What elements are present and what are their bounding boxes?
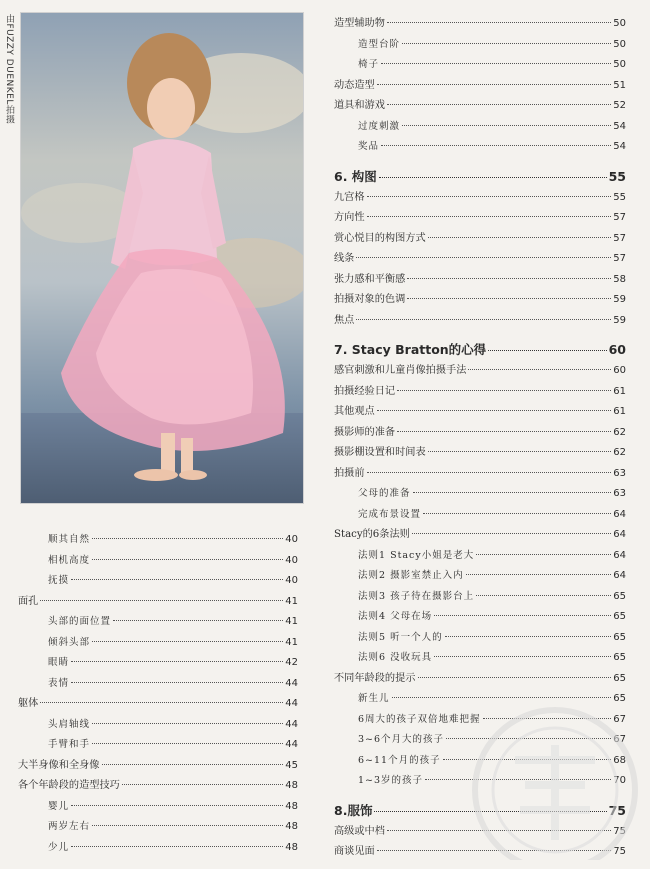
toc-entry-title: 商谈见面 [334,846,375,857]
toc-page-number: 55 [608,168,626,184]
toc-entry-title: 奖品 [358,141,380,152]
toc-entry [334,166,626,188]
toc-page-number: 63 [613,467,626,479]
toc-page-number: 44 [285,698,298,709]
toc-entry [18,756,298,777]
toc-entry-title: 摄影师的准备 [334,426,396,438]
toc-dot-leader [71,846,283,847]
toc-page-number: 61 [613,406,626,417]
toc-entry [334,270,626,291]
toc-page-number: 40 [285,554,298,566]
toc-entry [334,628,626,649]
toc-entry [334,249,626,270]
toc-page-number: 54 [613,120,626,132]
toc-entry [334,96,626,117]
toc-dot-leader [476,595,611,596]
toc-page-number: 65 [613,672,626,684]
toc-entry-title: 头部的面位置 [48,616,112,627]
toc-entry-title: 法则4 父母在场 [358,611,433,622]
toc-entry-title: 6. 构图 [334,168,377,184]
toc-page-number: 50 [613,38,626,50]
toc-entry [334,188,626,209]
toc-entry-title: 赏心悦目的构图方式 [334,232,426,244]
toc-entry-title: 面孔 [18,595,39,607]
toc-page-number: 41 [285,636,298,648]
toc-dot-leader [367,472,612,473]
toc-page-number: 50 [613,18,626,29]
toc-entry [18,674,298,695]
toc-page-number: 58 [613,273,626,285]
toc-page-number: 55 [613,191,626,203]
toc-dot-leader [428,451,612,452]
toc-entry-title: 法则6 没收玩具 [358,652,433,663]
toc-page-number: 67 [613,713,626,725]
toc-page-number: 48 [285,780,298,791]
toc-entry-title: 6周大的孩子双倍地难把握 [358,713,481,725]
toc-entry-title: 其他观点 [334,406,375,417]
toc-entry-title: 眼睛 [48,657,70,668]
toc-entry-title: 拍摄前 [334,467,365,479]
toc-entry-title: 法则3 孩子待在摄影台上 [358,590,475,602]
toc-page-number: 68 [613,754,626,766]
toc-page-number: 44 [285,739,298,750]
toc-dot-leader [381,145,611,146]
toc-entry [334,484,626,505]
toc-entry [334,669,626,690]
toc-page-number: 62 [613,426,626,438]
toc-entry [18,633,298,654]
toc-entry-title: 婴儿 [48,800,70,812]
toc-dot-leader [402,125,611,126]
toc-entry-title: 7. Stacy Bratton的心得 [334,342,487,357]
toc-entry-title: 父母的准备 [358,488,411,499]
toc-page-number: 59 [613,314,626,326]
toc-dot-leader [428,237,612,238]
toc-page-number: 50 [613,59,626,70]
toc-dot-leader [40,600,283,601]
toc-page-number: 65 [613,631,626,643]
toc-dot-leader [397,431,611,432]
toc-dot-leader [377,410,612,411]
toc-entry [334,546,626,567]
toc-page-number: 75 [608,802,626,818]
toc-entry-title: 线条 [334,253,355,264]
toc-page-number: 42 [285,657,298,668]
toc-dot-leader [367,216,612,217]
toc-dot-leader [413,492,612,493]
toc-entry-title: 法则5 听一个人的 [358,631,443,643]
toc-page-number: 44 [285,718,298,730]
toc-dot-leader [102,764,284,765]
toc-entry-title: 九宫格 [334,191,365,203]
toc-entry [334,402,626,423]
toc-entry-title: 躯体 [18,698,39,709]
toc-page-number: 48 [285,821,298,832]
toc-page-number: 65 [613,590,626,602]
toc-page-number: 60 [608,342,626,357]
toc-dot-leader [381,63,611,64]
toc-entry [18,571,298,592]
toc-entry [334,382,626,403]
toc-entry [18,776,298,797]
toc-entry [18,530,298,551]
toc-dot-leader [377,84,612,85]
toc-dot-leader [367,196,612,197]
toc-dot-leader [40,702,283,703]
toc-entry [334,607,626,628]
toc-dot-leader [92,559,283,560]
toc-page-number: 61 [613,385,626,397]
toc-page-number: 41 [285,616,298,627]
toc-entry [334,525,626,546]
toc-dot-leader [445,636,612,637]
toc-entry-title: 手臂和手 [48,739,91,750]
toc-entry-title: 感官刺激和儿童肖像拍摄手法 [334,365,467,376]
toc-dot-leader [71,661,283,662]
toc-dot-leader [92,538,283,539]
toc-dot-leader [387,104,611,105]
toc-entry-title: 1~3岁的孩子 [358,775,424,786]
toc-page-number: 75 [613,825,626,837]
portrait-photo [20,12,304,504]
toc-left-column [18,530,298,858]
toc-entry-title: 6~11个月的孩子 [358,754,441,766]
toc-entry-title: 焦点 [334,314,355,326]
toc-dot-leader [92,825,283,826]
toc-entry-title: 张力感和平衡感 [334,273,406,285]
toc-dot-leader [407,278,611,279]
toc-page-number: 48 [285,841,298,853]
toc-entry-title: 椅子 [358,59,380,70]
child-illustration [21,13,303,503]
toc-page-number: 51 [613,79,626,91]
toc-entry-title: 完成布景设置 [358,508,422,520]
toc-page-number: 75 [613,846,626,857]
toc-page-number: 48 [285,800,298,812]
toc-page-number: 65 [613,652,626,663]
toc-page-number: 62 [613,447,626,458]
toc-entry-title: Stacy的6条法则 [334,529,410,540]
toc-entry [334,137,626,158]
toc-entry [334,208,626,229]
toc-page-number: 64 [613,549,626,561]
toc-page-number: 59 [613,294,626,305]
toc-dot-leader [412,533,611,534]
toc-entry-title: 造型台阶 [358,38,401,50]
toc-entry-title: 动态造型 [334,79,375,91]
toc-entry-title: 8.服饰 [334,802,373,818]
toc-entry [334,35,626,56]
toc-entry-title: 相机高度 [48,554,91,566]
photo-credit: 由FUZZY DUENKEL拍摄 [4,14,14,124]
toc-dot-leader [434,615,611,616]
toc-dot-leader [466,574,612,575]
toc-page-number: 57 [613,232,626,244]
toc-page-number: 40 [285,575,298,586]
toc-dot-leader [92,743,283,744]
watermark-stamp-icon [445,690,645,860]
toc-dot-leader [71,682,283,683]
toc-entry-title: 两岁左右 [48,821,91,832]
toc-page-number: 45 [285,759,298,771]
toc-entry [334,505,626,526]
toc-entry [334,423,626,444]
toc-dot-leader [476,554,611,555]
toc-entry-title: 新生儿 [358,693,390,704]
toc-dot-leader [113,620,283,621]
toc-entry [334,361,626,382]
toc-page-number: 44 [285,677,298,689]
toc-entry-title: 顺其自然 [48,534,91,545]
toc-entry-title: 高级或中档 [334,825,385,837]
toc-dot-leader [434,656,611,657]
toc-entry [334,587,626,608]
toc-dot-leader [71,579,283,580]
toc-entry [334,14,626,35]
toc-dot-leader [397,390,611,391]
toc-entry [18,694,298,715]
toc-entry-title: 不同年龄段的提示 [334,672,416,684]
toc-dot-leader [356,319,611,320]
toc-page-number: 52 [613,100,626,111]
toc-entry-title: 法则1 Stacy小姐是老大 [358,549,475,561]
toc-page-number: 67 [613,734,626,745]
toc-entry-title: 法则2 摄影室禁止入内 [358,570,464,581]
toc-entry-title: 过度刺激 [358,120,401,132]
toc-entry [18,653,298,674]
toc-dot-leader [356,257,611,258]
toc-entry-title: 摄影棚设置和时间表 [334,447,426,458]
toc-dot-leader [122,784,283,785]
toc-page-number: 40 [285,534,298,545]
toc-entry-title: 道具和游戏 [334,100,385,111]
toc-page-number: 57 [613,212,626,223]
toc-entry [334,464,626,485]
toc-entry-title: 造型辅助物 [334,18,385,29]
toc-entry [334,566,626,587]
toc-dot-leader [418,677,612,678]
toc-entry [18,838,298,859]
toc-entry-title: 各个年龄段的造型技巧 [18,780,120,791]
toc-entry [334,648,626,669]
toc-dot-leader [402,43,611,44]
toc-page-number: 65 [613,693,626,704]
toc-entry-title: 头肩轴线 [48,718,91,730]
toc-dot-leader [387,22,611,23]
toc-entry [334,76,626,97]
toc-page-number: 64 [613,570,626,581]
toc-dot-leader [407,298,611,299]
toc-entry [334,443,626,464]
toc-page-number: 41 [285,595,298,607]
toc-entry-title: 少儿 [48,841,70,853]
toc-entry-title: 拍摄对象的色调 [334,294,406,305]
toc-page-number: 70 [613,775,626,786]
toc-dot-leader [423,513,611,514]
toc-dot-leader [488,350,606,351]
toc-page-number: 64 [613,529,626,540]
toc-entry-title: 表情 [48,677,70,689]
toc-entry [18,735,298,756]
toc-page-number: 60 [613,365,626,376]
toc-page-number: 65 [613,611,626,622]
toc-entry [334,55,626,76]
toc-entry [18,715,298,736]
toc-entry-title: 3~6个月大的孩子 [358,734,445,745]
toc-entry [334,117,626,138]
toc-entry [18,797,298,818]
toc-entry-title: 倾斜头部 [48,636,91,648]
toc-entry [334,339,626,361]
toc-entry-title: 抚摸 [48,575,70,586]
toc-page-number: 63 [613,488,626,499]
toc-entry [18,592,298,613]
toc-entry [334,311,626,332]
toc-dot-leader [92,723,283,724]
toc-entry [18,817,298,838]
toc-page-number: 64 [613,508,626,520]
toc-entry-title: 方向性 [334,212,365,223]
toc-entry [334,290,626,311]
toc-entry-title: 大半身像和全身像 [18,759,100,771]
toc-page-number: 57 [613,253,626,264]
toc-entry [18,612,298,633]
toc-dot-leader [92,641,283,642]
toc-dot-leader [468,369,611,370]
toc-entry [18,551,298,572]
toc-entry-title: 拍摄经验日记 [334,385,396,397]
toc-entry [334,229,626,250]
toc-dot-leader [379,177,607,178]
toc-dot-leader [71,805,283,806]
toc-page-number: 54 [613,141,626,152]
